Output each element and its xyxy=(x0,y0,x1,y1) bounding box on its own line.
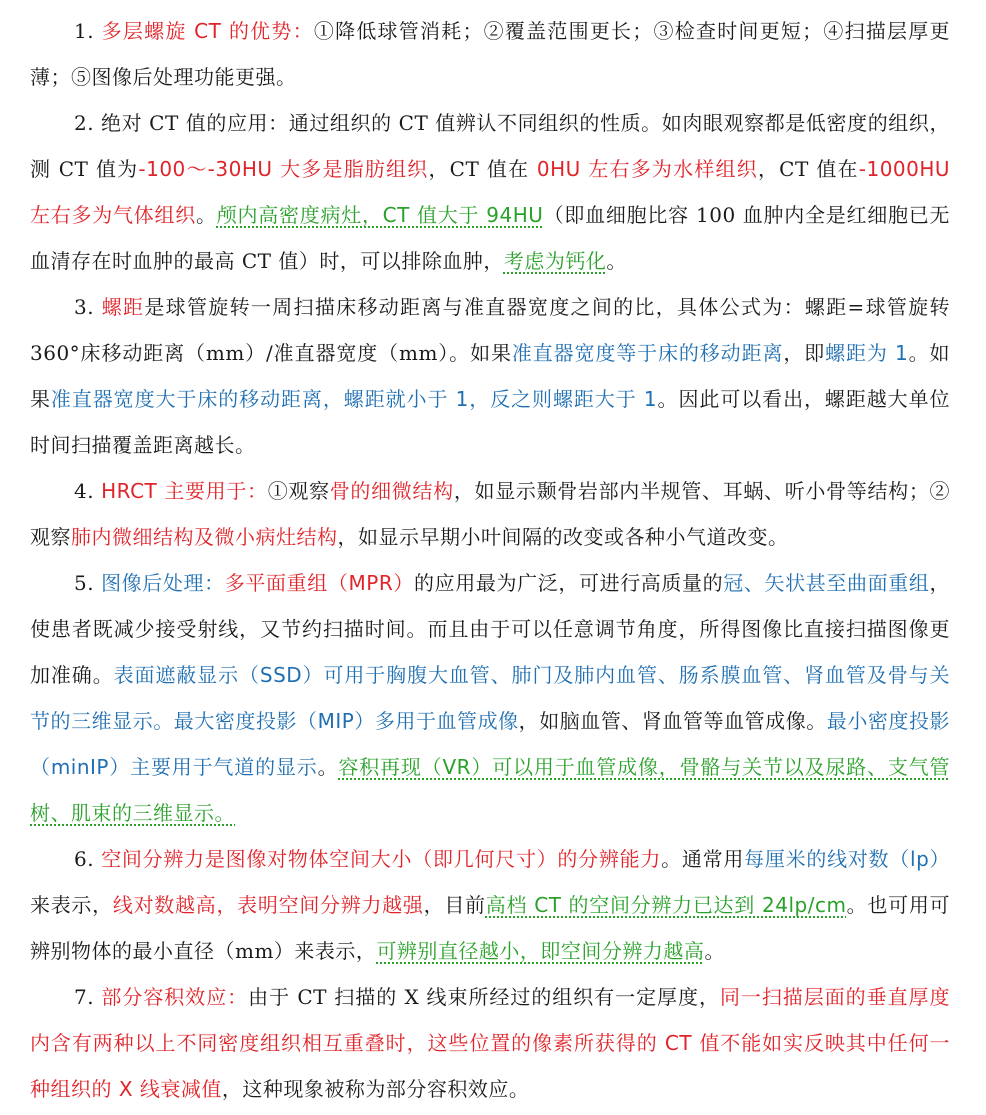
highlight-blue: 冠、矢状甚至曲面重组 xyxy=(723,571,930,595)
text-span: 来表示， xyxy=(30,893,113,917)
text-span: 由于 CT 扫描的 X 线束所经过的组织有一定厚度， xyxy=(248,985,720,1009)
text-span: 。通常用 xyxy=(661,847,745,871)
highlight-blue: 准直器宽度等于床的移动距离 xyxy=(511,341,784,365)
highlight-green: 高档 CT 的空间分辨力已达到 24lp/cm xyxy=(485,893,847,917)
highlight-red: HRCT 主要用于： xyxy=(101,479,268,503)
text-span: ，使患者既减少接受射线，又节约扫描时间。而且由于可以任意调节角度，所得图像比直接扫描图像更加准确。 xyxy=(30,571,951,687)
text-span: 3. xyxy=(74,295,102,319)
highlight-red: 空间分辨力是图像对物体空间大小（即几何尺寸）的分辨能力 xyxy=(101,847,662,871)
text-span: ，如显示早期小叶间隔的改变或各种小气道改变。 xyxy=(337,525,789,549)
highlight-blue: 螺距为 1 xyxy=(825,341,909,365)
highlight-blue: 最小密度投影（minIP）主要用于气道的显示 xyxy=(30,709,951,779)
highlight-blue: 每厘米的线对数（lp） xyxy=(744,847,951,871)
text-span: 4. xyxy=(74,479,102,503)
highlight-green: 容积再现（VR）可以用于血管成像，骨骼与关节以及尿路、支气管树、肌束的三维显示。 xyxy=(30,755,951,825)
text-span: （即血细胞比容 100 血肿内全是红细胞已无血清存在时血肿的最高 CT 值）时，可以排除血肿， xyxy=(30,203,950,273)
text-span: ，这种现象被称为部分容积效应。 xyxy=(221,1077,530,1101)
highlight-blue: 图像后处理： xyxy=(101,571,225,595)
text-span: 。 xyxy=(704,939,725,963)
highlight-red: 肺内微细结构及微小病灶结构 xyxy=(71,525,338,549)
highlight-green: 颅内高密度病灶，CT 值大于 94HU xyxy=(216,203,544,227)
text-span: 。 xyxy=(606,249,627,273)
text-span: 的应用最为广泛，可进行高质量的 xyxy=(413,571,724,595)
paragraph-6 xyxy=(30,836,950,974)
paragraph-3 xyxy=(30,284,950,468)
highlight-blue: 准直器宽度大于床的移动距离，螺距就小于 1，反之则螺距大于 1 xyxy=(50,387,658,411)
highlight-red: 螺距 xyxy=(101,295,145,319)
text-span: 6. xyxy=(74,847,102,871)
text-span: 。因此可以看出，螺距越大单位时间扫描覆盖距离越长。 xyxy=(30,387,950,457)
highlight-red: -100～-30HU 大多是脂肪组织 xyxy=(138,157,429,181)
highlight-red: 多平面重组（MPR） xyxy=(224,571,414,595)
highlight-red: 同一扫描层面的垂直厚度内含有两种以上不同密度组织相互重叠时，这些位置的像素所获得的 CT 值不能如实反映其中任何一种组织的 X 线衰减值 xyxy=(30,985,951,1101)
paragraph-5 xyxy=(30,560,950,836)
text-span: ，CT 值在 xyxy=(428,157,537,181)
text-span: 2. 绝对 CT 值的应用：通过组织的 CT 值辨认不同组织的性质。如肉眼观察都是低密度的组织，测 CT 值为 xyxy=(30,111,950,181)
text-span: 。 xyxy=(195,203,217,227)
highlight-red: 0HU 左右多为水样组织 xyxy=(536,157,758,181)
highlight-red: 多层螺旋 CT 的优势： xyxy=(101,19,314,43)
highlight-red: -1000HU 左右多为气体组织 xyxy=(30,157,951,227)
highlight-green: 可辨别直径越小，即空间分辨力越高 xyxy=(376,939,705,963)
text-span: 。如果 xyxy=(30,341,951,411)
highlight-red: 部分容积效应： xyxy=(101,985,249,1009)
highlight-blue: 表面遮蔽显示（SSD）可用于 xyxy=(113,663,387,687)
paragraph-1 xyxy=(30,8,950,100)
text-span: ①观察 xyxy=(267,479,330,503)
text-span: ，CT 值在 xyxy=(757,157,859,181)
highlight-red: 骨的细微结构 xyxy=(329,479,454,503)
paragraph-2 xyxy=(30,100,950,284)
text-span: 。也可用可辨别物体的最小直径（mm）来表示， xyxy=(30,893,951,963)
highlight-blue: 胸腹大血管、肺门及肺内血管、肠系膜血管、肾血管及骨与关节的三维显示。最大密度投影（MIP）多用于血管成像 xyxy=(30,663,951,733)
text-span: ，目前 xyxy=(423,893,486,917)
paragraph-7 xyxy=(30,974,950,1112)
text-span: 5. xyxy=(74,571,102,595)
text-span: 是球管旋转一周扫描床移动距离与准直器宽度之间的比，具体公式为：螺距=球管旋转 360°床移动距离（mm）/准直器宽度（mm）。如果 xyxy=(30,295,950,365)
text-span: ，即 xyxy=(783,341,826,365)
paragraph-4 xyxy=(30,468,950,560)
text-span: 1. xyxy=(74,19,102,43)
text-span: 7. xyxy=(74,985,102,1009)
text-span: 。 xyxy=(317,755,339,779)
highlight-red: 线对数越高，表明空间分辨力越强 xyxy=(112,893,424,917)
text-span: ，如脑血管、肾血管等血管成像。 xyxy=(518,709,827,733)
text-span: ，如显示颞骨岩部内半规管、耳蜗、听小骨等结构；②观察 xyxy=(30,479,951,549)
highlight-green: 考虑为钙化 xyxy=(503,249,607,273)
text-span: ①降低球管消耗；②覆盖范围更长；③检查时间更短；④扫描层厚更薄；⑤图像后处理功能更强。 xyxy=(30,19,950,89)
